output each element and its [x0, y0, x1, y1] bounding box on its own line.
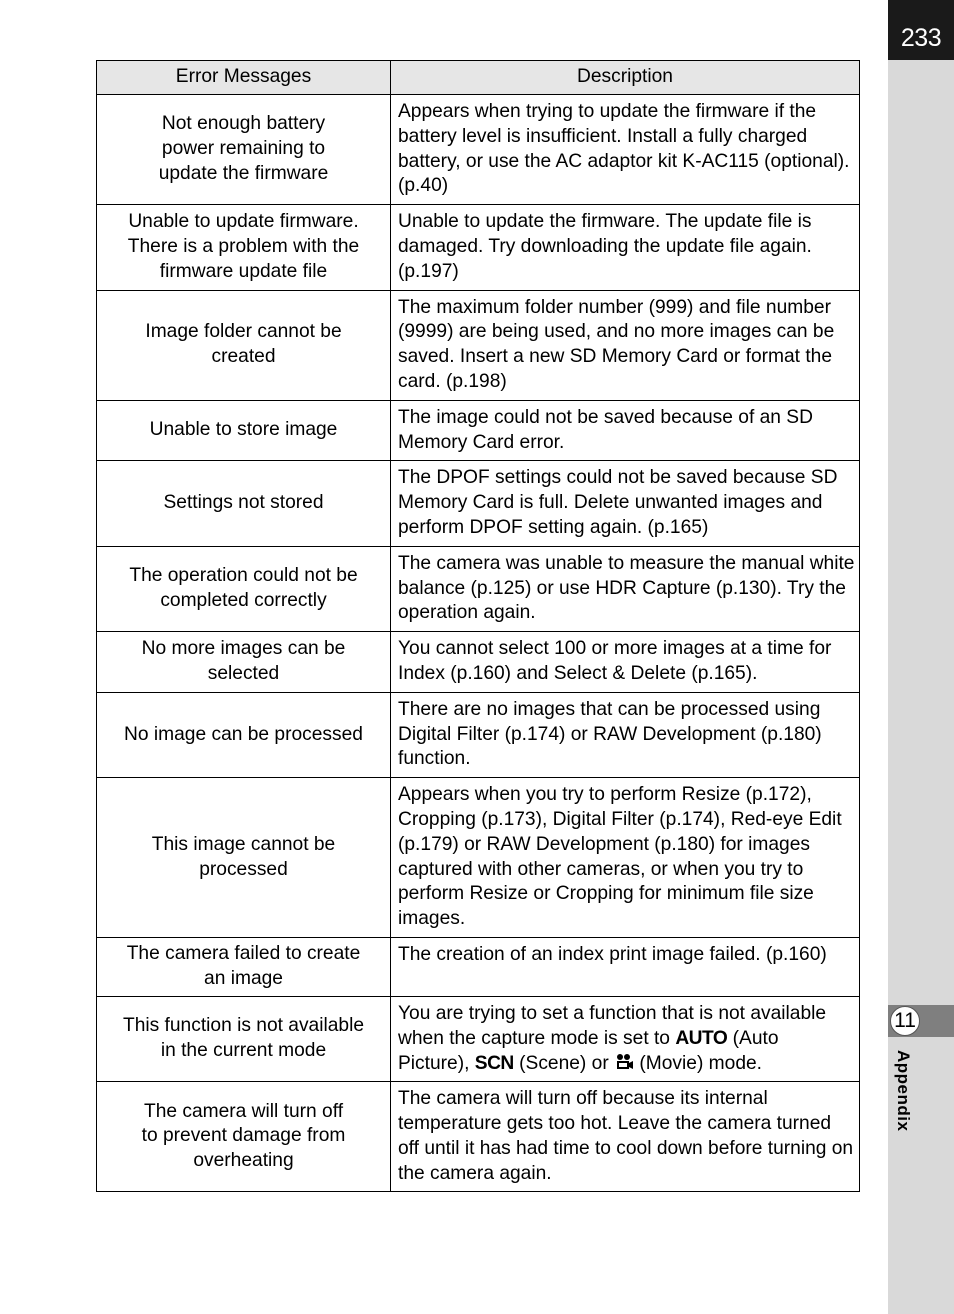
- description-cell: The DPOF settings could not be saved because SD Memory Card is full. Delete unwanted images and perform DPOF setting again. (p.165): [391, 461, 860, 546]
- description-cell: Unable to update the firmware. The update file is damaged. Try downloading the update file again. (p.197): [391, 205, 860, 290]
- table-row: [97, 461, 860, 546]
- error-message-cell: [97, 1082, 391, 1192]
- message-line: overheating: [193, 1150, 294, 1172]
- message-line: The camera will turn off: [143, 1100, 344, 1122]
- table-row: [97, 205, 860, 290]
- page-number: 233: [900, 24, 942, 52]
- message-line: update the firmware: [158, 162, 329, 184]
- error-messages-table: [96, 60, 860, 1192]
- description-cell: The image could not be saved because of an SD Memory Card error.: [391, 400, 860, 461]
- scene-mode-glyph: SCN: [474, 1052, 514, 1074]
- message-line: Image folder cannot be: [145, 321, 342, 343]
- description-cell: The maximum folder number (999) and file number (9999) are being used, and no more images can be saved. Insert a new SD Memory Card or format the card. (p.198): [391, 290, 860, 400]
- header-error-messages: Error Messages: [97, 61, 391, 95]
- error-message-cell: [97, 205, 391, 290]
- message-line: to prevent damage from: [141, 1125, 346, 1147]
- description-cell: [391, 996, 860, 1081]
- description-cell: The creation of an index print image failed. (p.160): [391, 937, 860, 996]
- error-message-cell: [97, 95, 391, 205]
- message-line: No image can be processed: [124, 723, 363, 745]
- table-row: [97, 632, 860, 693]
- message-line: Not enough battery: [161, 113, 326, 135]
- message-line: in the current mode: [160, 1040, 327, 1062]
- message-line: Unable to store image: [149, 419, 338, 441]
- message-line: an image: [204, 967, 283, 989]
- error-message-cell: [97, 400, 391, 461]
- table-header-row: [97, 61, 860, 95]
- message-line: processed: [199, 858, 288, 880]
- error-message-cell: [97, 937, 391, 996]
- auto-mode-glyph: AUTO: [675, 1027, 728, 1049]
- table-row: [97, 400, 860, 461]
- message-line: power remaining to: [161, 138, 326, 160]
- description-cell: Appears when you try to perform Resize (p.172), Cropping (p.173), Digital Filter (p.174), Red-eye Edit (p.179) or RAW Development (p.180) for images captured with other cameras, or when you try to perform Resize or Cropping for minimum file size images.: [391, 778, 860, 938]
- description-text: You are trying to set a function that is not available when the capture mode is set to: [398, 1002, 827, 1049]
- error-message-cell: [97, 461, 391, 546]
- message-line: This image cannot be: [151, 833, 336, 855]
- error-message-cell: [97, 996, 391, 1081]
- movie-camera-icon: [614, 1053, 634, 1071]
- error-message-cell: [97, 692, 391, 777]
- table-row: [97, 1082, 860, 1192]
- chapter-tab: [888, 1005, 954, 1037]
- message-line: created: [211, 346, 276, 368]
- message-line: Settings not stored: [163, 492, 324, 514]
- message-line: The camera failed to create: [126, 943, 361, 965]
- page-number-box: [888, 0, 954, 60]
- table-row: [97, 692, 860, 777]
- error-message-cell: [97, 778, 391, 938]
- error-message-cell: [97, 290, 391, 400]
- table-row: [97, 290, 860, 400]
- message-line: completed correctly: [160, 589, 327, 611]
- message-line: The operation could not be: [129, 565, 358, 587]
- table-row: [97, 546, 860, 631]
- header-description: Description: [391, 61, 860, 95]
- error-message-cell: [97, 632, 391, 693]
- description-cell: You cannot select 100 or more images at a time for Index (p.160) and Select & Delete (p.165).: [391, 632, 860, 693]
- error-message-cell: [97, 546, 391, 631]
- table-row: [97, 95, 860, 205]
- chapter-number: 11: [890, 1006, 920, 1036]
- description-cell: There are no images that can be processed using Digital Filter (p.174) or RAW Development (p.180) function.: [391, 692, 860, 777]
- description-cell: The camera was unable to measure the manual white balance (p.125) or use HDR Capture (p.130). Try the operation again.: [391, 546, 860, 631]
- message-line: firmware update file: [159, 260, 328, 282]
- table-row: [97, 996, 860, 1081]
- description-cell: The camera will turn off because its internal temperature gets too hot. Leave the camera turned off until it has had time to cool down before turning on the camera again.: [391, 1082, 860, 1192]
- message-line: No more images can be: [141, 638, 346, 660]
- message-line: This function is not available: [122, 1015, 365, 1037]
- description-text: (Auto Picture),: [398, 1027, 779, 1074]
- chapter-label: Appendix: [894, 1050, 913, 1132]
- description-text: (Movie) mode.: [634, 1052, 762, 1074]
- message-line: Unable to update firmware.: [128, 211, 359, 233]
- message-line: There is a problem with the: [127, 235, 360, 257]
- table-row: [97, 937, 860, 996]
- description-cell: Appears when trying to update the firmware if the battery level is insufficient. Install a fully charged battery, or use the AC adaptor kit K-AC115 (optional). (p.40): [391, 95, 860, 205]
- message-line: selected: [207, 662, 280, 684]
- table-row: [97, 778, 860, 938]
- description-text: (Scene) or: [513, 1052, 615, 1074]
